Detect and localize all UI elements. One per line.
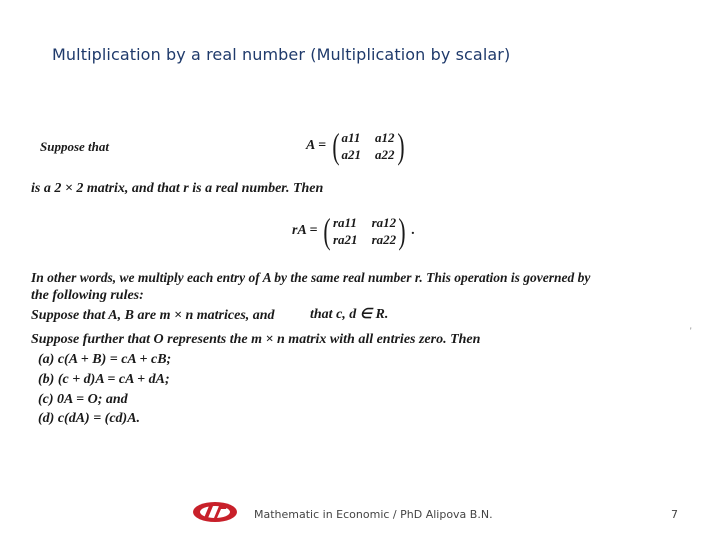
left-paren: ( [331, 126, 340, 166]
other-words-line-1: In other words, we multiply each entry of A by the same real number r. This operation is governed by [31, 270, 591, 285]
suppose-O-text: Suppose further that O represents the m × n matrix with all entries zero. Then [31, 332, 481, 347]
rule-a: (a) c(A + B) = cA + cB; [38, 352, 172, 367]
matrix-rA-period: . [411, 223, 416, 239]
entry-a12: a12 [375, 130, 395, 145]
other-words-line-2: the following rules: [31, 288, 144, 303]
stray-mark: ' [690, 326, 692, 336]
matrix-rA [321, 213, 408, 249]
matrix-rA-label: rA = [292, 223, 318, 239]
rule-b: (b) (c + d)A = cA + dA; [38, 372, 170, 387]
left-paren: ( [323, 211, 331, 251]
rule-c: (c) 0A = O; and [38, 392, 128, 407]
slide-title: Multiplication by a real number (Multiplication by scalar) [52, 45, 511, 64]
entry-a22: a22 [375, 147, 395, 162]
page-number: 7 [671, 508, 678, 521]
entry-a11: a11 [341, 130, 361, 145]
university-logo [192, 500, 238, 524]
entry-ra12: ra12 [371, 215, 397, 230]
matrix-A-definition [306, 128, 407, 164]
entry-a21: a21 [341, 147, 362, 162]
is-matrix-text: is a 2 × 2 matrix, and that r is a real number. Then [31, 181, 324, 196]
matrix-A-label: A = [306, 138, 327, 154]
footer-text: Mathematic in Economic / PhD Alipova B.N. [254, 508, 493, 521]
suppose-text: Suppose that [40, 139, 109, 154]
entry-ra21: ra21 [333, 232, 358, 247]
entry-ra22: ra22 [371, 232, 397, 247]
right-paren: ) [398, 211, 406, 251]
cd-real-text: that c, d ∈ R. [310, 307, 389, 322]
matrix-A [330, 128, 407, 164]
matrix-A-entries [342, 129, 395, 163]
rule-d: (d) c(dA) = (cd)A. [38, 411, 141, 426]
entry-ra11: ra11 [333, 215, 357, 230]
matrix-rA-entries [333, 214, 396, 248]
right-paren: ) [396, 126, 405, 166]
suppose-AB-text: Suppose that A, B are m × n matrices, and [31, 308, 275, 323]
matrix-rA-definition [292, 213, 415, 249]
